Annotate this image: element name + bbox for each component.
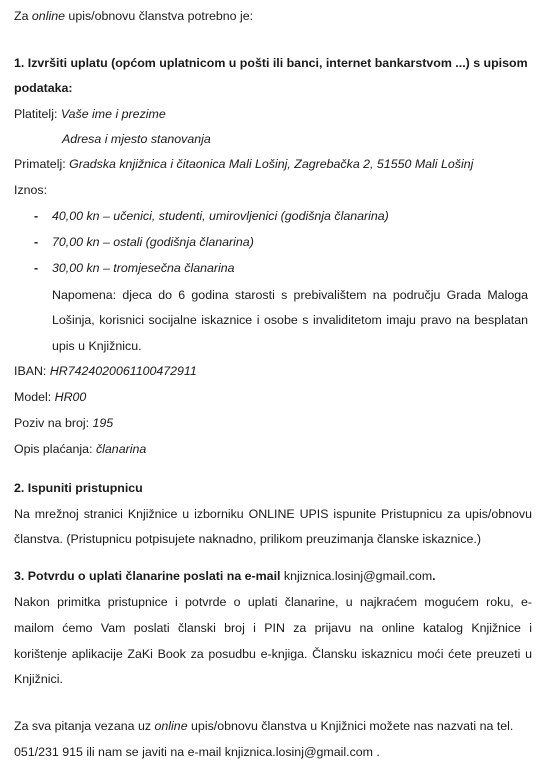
iznos-label: Iznos: xyxy=(14,183,48,197)
s3-heading xyxy=(14,568,436,584)
napomena-line2: Lošinja, korisnici socijalne iskaznice i osobe s invaliditetom imaju pravo na besplatan xyxy=(52,313,528,327)
intro-pre: Za xyxy=(14,9,32,23)
bullet-dash: - xyxy=(34,209,39,223)
intro-post: upis/obnovu članstva potrebno je: xyxy=(64,9,254,23)
s2-heading: 2. Ispuniti pristupnicu xyxy=(14,481,143,495)
primatelj-label: Primatelj: xyxy=(14,157,70,171)
adresa-line: Adresa i mjesto stanovanja xyxy=(62,132,211,146)
napomena-line1: Napomena: djeca do 6 godina starosti s prebivalištem na području Grada Maloga xyxy=(52,288,528,302)
s1-heading-line2: podataka: xyxy=(14,81,73,95)
bullet-dash: - xyxy=(34,261,39,275)
footer-rest: upis/obnovu članstva u Knjižnici možete nas nazvati na tel. xyxy=(187,719,514,733)
platitelj-label: Platitelj: xyxy=(14,107,61,121)
platitelj-line xyxy=(14,106,166,122)
poziv-label: Poziv na broj: xyxy=(14,416,93,430)
s3-email: knjiznica.losinj@gmail.com xyxy=(280,569,433,583)
s2-line2: članstva. (Pristupnicu potpisujete naknadno, prilikom preuzimanja članske iskaznice.) xyxy=(14,532,481,546)
primatelj-value: Gradska knjižnica i čitaonica Mali Lošinj, Zagrebačka 2, 51550 Mali Lošinj xyxy=(69,157,474,171)
s3-heading-text: 3. Potvrdu o uplati članarine poslati na e-mail xyxy=(14,569,281,583)
footer-emphasis: online xyxy=(154,719,188,733)
s1-heading-line1: 1. Izvršiti uplatu (općom uplatnicom u pošti ili banci, internet bankarstvom ...) s upisom xyxy=(14,56,528,70)
fee-item: 70,00 kn – ostali (godišnja članarina) xyxy=(52,235,254,249)
model-line xyxy=(14,389,86,405)
s3-heading-dot: . xyxy=(432,569,436,583)
poziv-value: 195 xyxy=(92,416,114,430)
intro-emphasis: online xyxy=(31,9,65,23)
iban-line xyxy=(14,363,197,379)
bullet-dash: - xyxy=(34,235,39,249)
s3-line2: mailom ćemo Vam poslati članski broj i PIN za prijavu na online katalog Knjižnice i xyxy=(14,621,532,635)
fee-item: 40,00 kn – učenici, studenti, umirovljenici (godišnja članarina) xyxy=(52,209,389,223)
opis-label: Opis plaćanja: xyxy=(14,442,96,456)
model-value: HR00 xyxy=(54,390,87,404)
s2-line1: Na mrežnoj stranici Knjižnice u izborniku ONLINE UPIS ispunite Pristupnicu za upis/obnovu xyxy=(14,507,532,521)
opis-line xyxy=(14,441,146,457)
footer-line1 xyxy=(14,718,513,734)
model-label: Model: xyxy=(14,390,55,404)
s3-line4: Knjižnici. xyxy=(14,672,63,686)
poziv-line xyxy=(14,415,113,431)
iban-value: HR7424020061100472911 xyxy=(49,364,197,378)
iban-label: IBAN: xyxy=(14,364,50,378)
footer-pre: Za sva pitanja vezana uz xyxy=(14,719,155,733)
platitelj-value: Vaše ime i prezime xyxy=(60,107,166,121)
s3-line1: Nakon primitka pristupnice i potvrde o uplati članarine, u najkraćem mogućem roku, e- xyxy=(14,595,532,609)
fee-item: 30,00 kn – tromjesečna članarina xyxy=(52,261,235,275)
footer-line2: 051/231 915 ili nam se javiti na e-mail knjiznica.losinj@gmail.com . xyxy=(14,745,380,759)
napomena-line3: upis u Knjižnicu. xyxy=(52,339,142,353)
opis-value: članarina xyxy=(95,442,147,456)
primatelj-line xyxy=(14,156,473,172)
intro-line xyxy=(14,8,253,24)
s3-line3: korištenje aplikacije ZaKi Book za posudbu e-knjiga. Člansku iskaznicu moći ćete preuzeti u xyxy=(14,647,532,661)
